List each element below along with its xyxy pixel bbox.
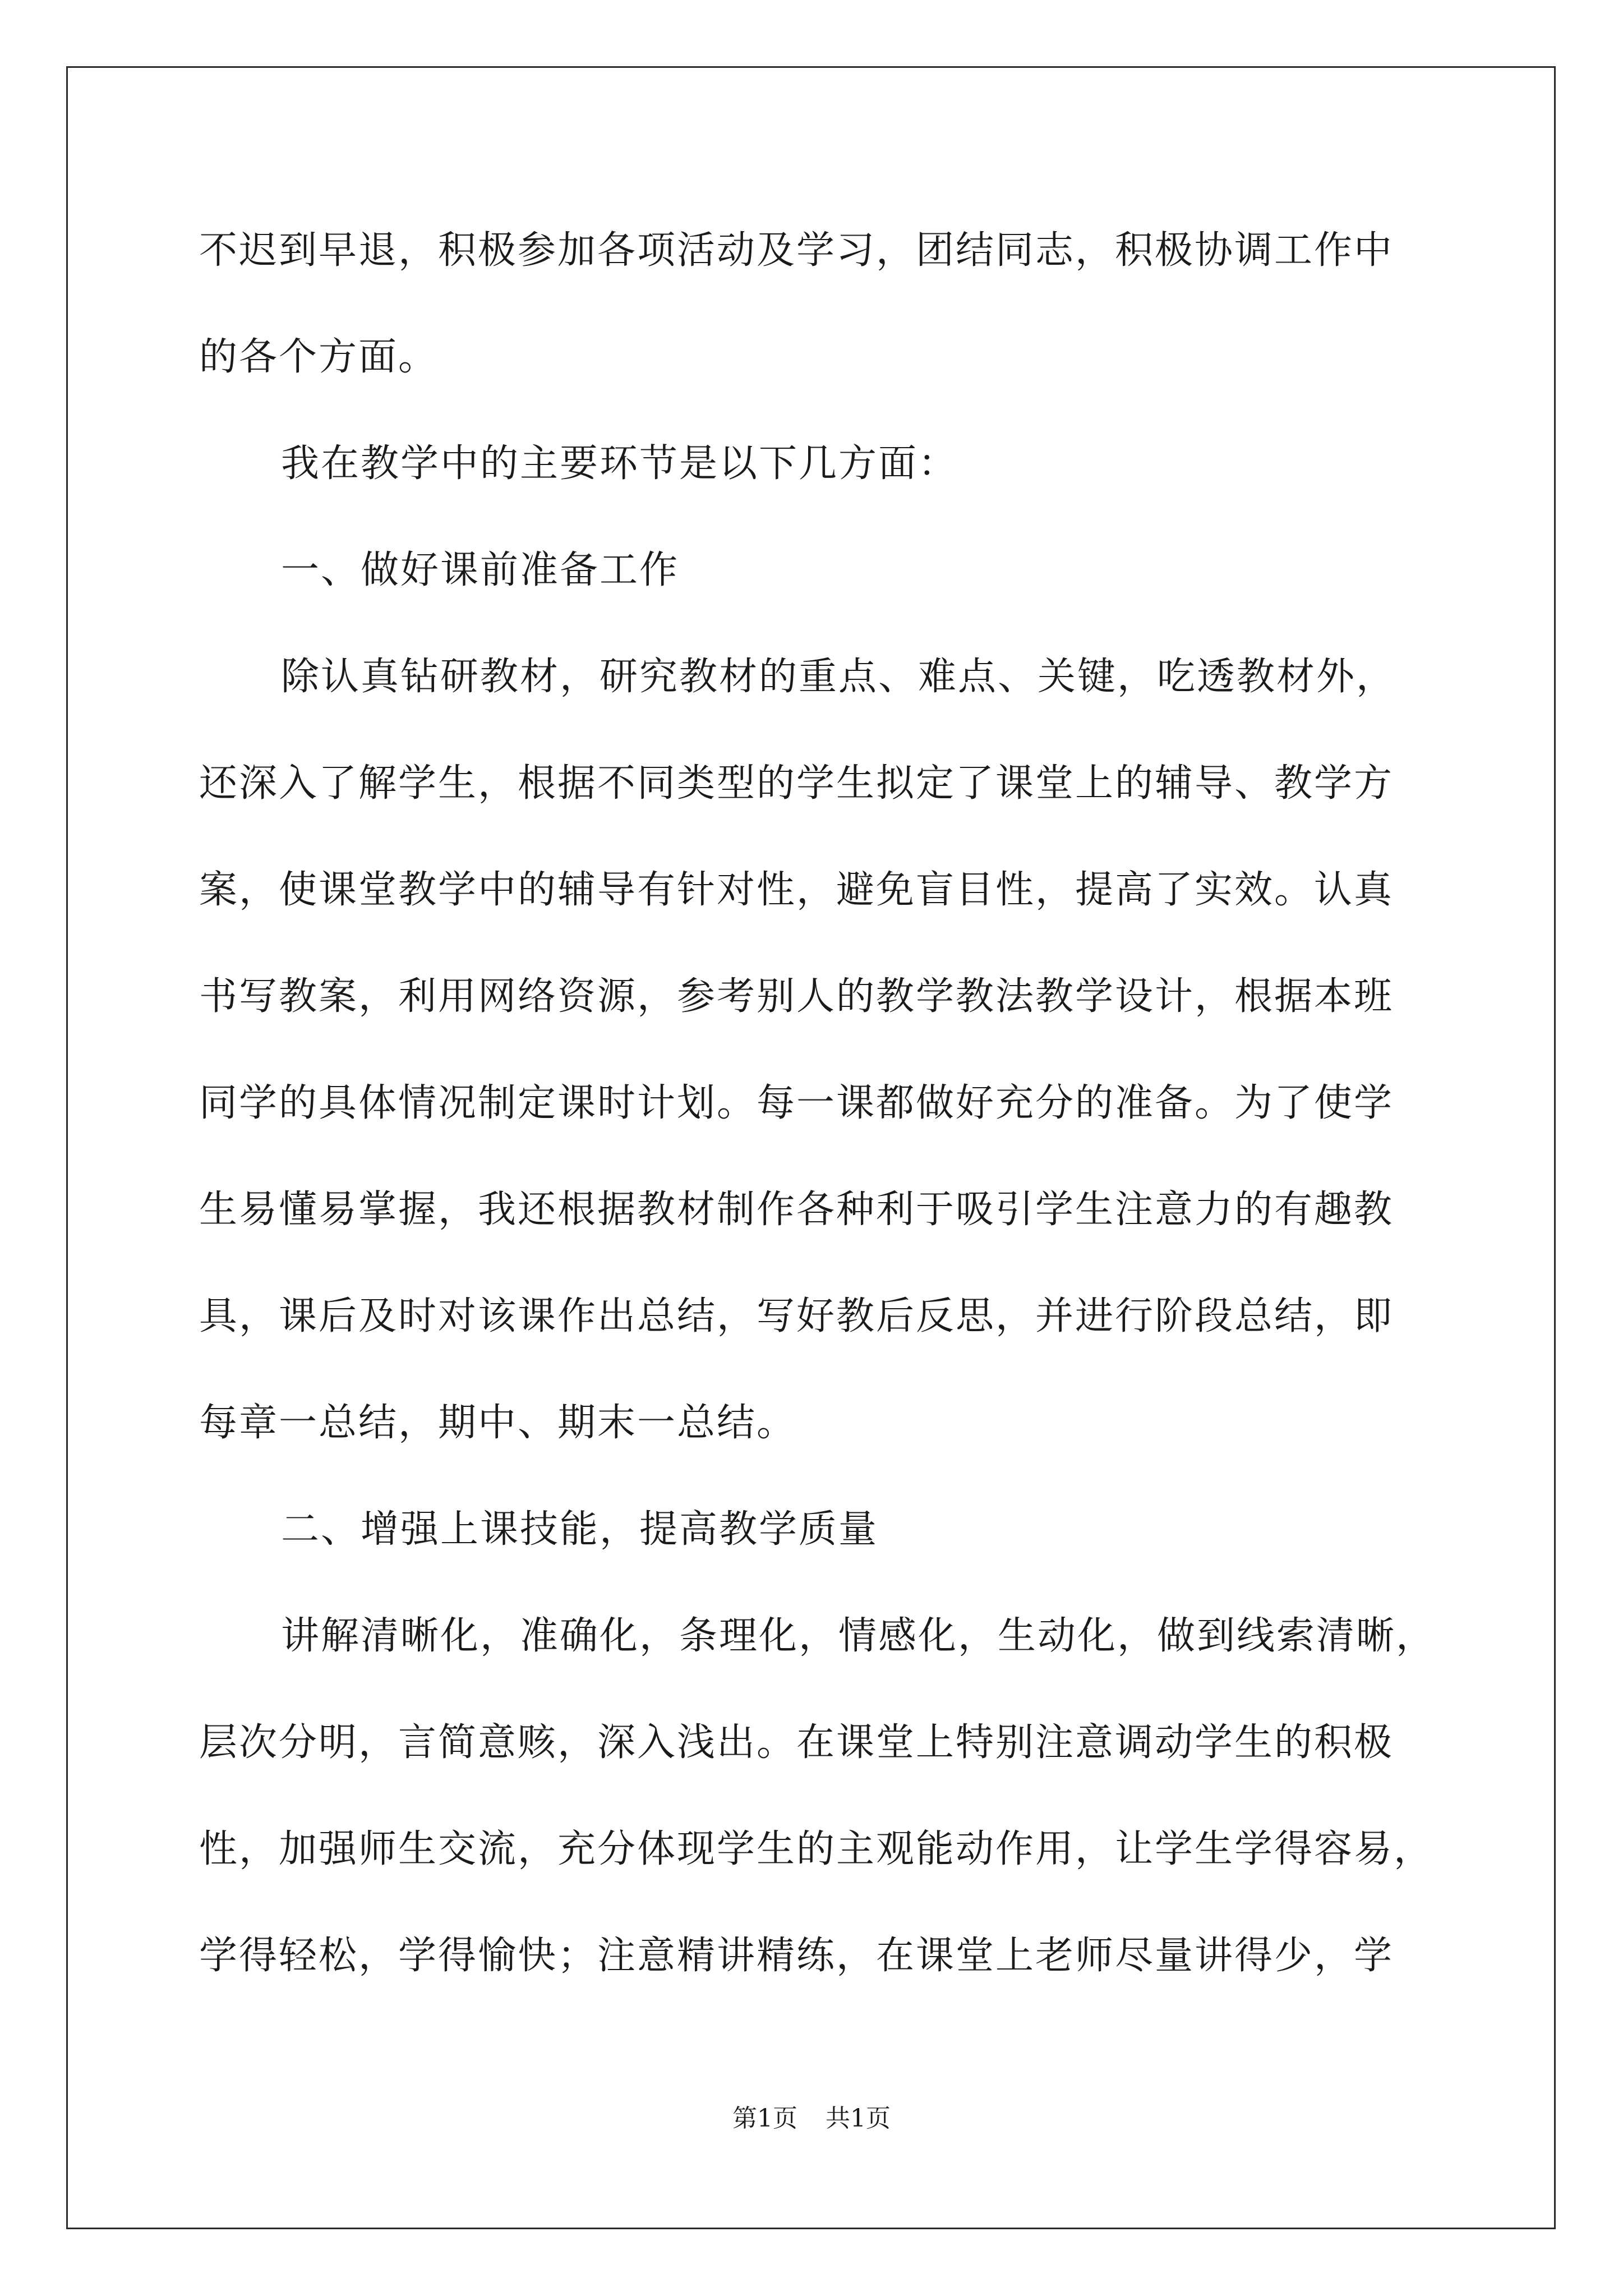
page-total: 共1页 — [826, 2104, 891, 2133]
page-footer — [0, 2098, 1623, 2134]
section-heading: 二、增强上课技能，提高教学质量 — [281, 1507, 879, 1552]
text-line: 除认真钻研教材，研究教材的重点、难点、关键，吃透教材外， — [281, 655, 1396, 699]
text-line: 每章一总结，期中、期末一总结。 — [199, 1401, 797, 1445]
text-line: 学得轻松，学得愉快；注意精讲精练，在课堂上老师尽量讲得少，学 — [199, 1934, 1394, 1978]
text-line: 书写教案，利用网络资源，参考别人的教学教法教学设计，根据本班 — [199, 974, 1394, 1019]
text-line: 的各个方面。 — [199, 335, 439, 379]
text-line: 讲解清晰化，准确化，条理化，情感化，生动化，做到线索清晰， — [281, 1614, 1436, 1658]
text-line: 具，课后及时对该课作出总结，写好教后反思，并进行阶段总结，即 — [199, 1294, 1394, 1338]
text-line: 还深入了解学生，根据不同类型的学生拟定了课堂上的辅导、教学方 — [199, 761, 1394, 806]
document-body — [199, 223, 1461, 2035]
section-heading: 一、做好课前准备工作 — [281, 548, 680, 592]
page-number: 第1页 — [732, 2104, 797, 2133]
text-line: 性，加强师生交流，充分体现学生的主观能动作用，让学生学得容易， — [199, 1827, 1434, 1871]
text-line: 同学的具体情况制定课时计划。每一课都做好充分的准备。为了使学 — [199, 1081, 1394, 1125]
text-line: 不迟到早退，积极参加各项活动及学习，团结同志，积极协调工作中 — [199, 228, 1394, 273]
text-line: 生易懂易掌握，我还根据教材制作各种利于吸引学生注意力的有趣教 — [199, 1188, 1394, 1232]
text-line: 层次分明，言简意赅，深入浅出。在课堂上特别注意调动学生的积极 — [199, 1720, 1394, 1765]
text-line: 案，使课堂教学中的辅导有针对性，避免盲目性，提高了实效。认真 — [199, 868, 1394, 912]
text-line: 我在教学中的主要环节是以下几方面： — [281, 441, 958, 486]
